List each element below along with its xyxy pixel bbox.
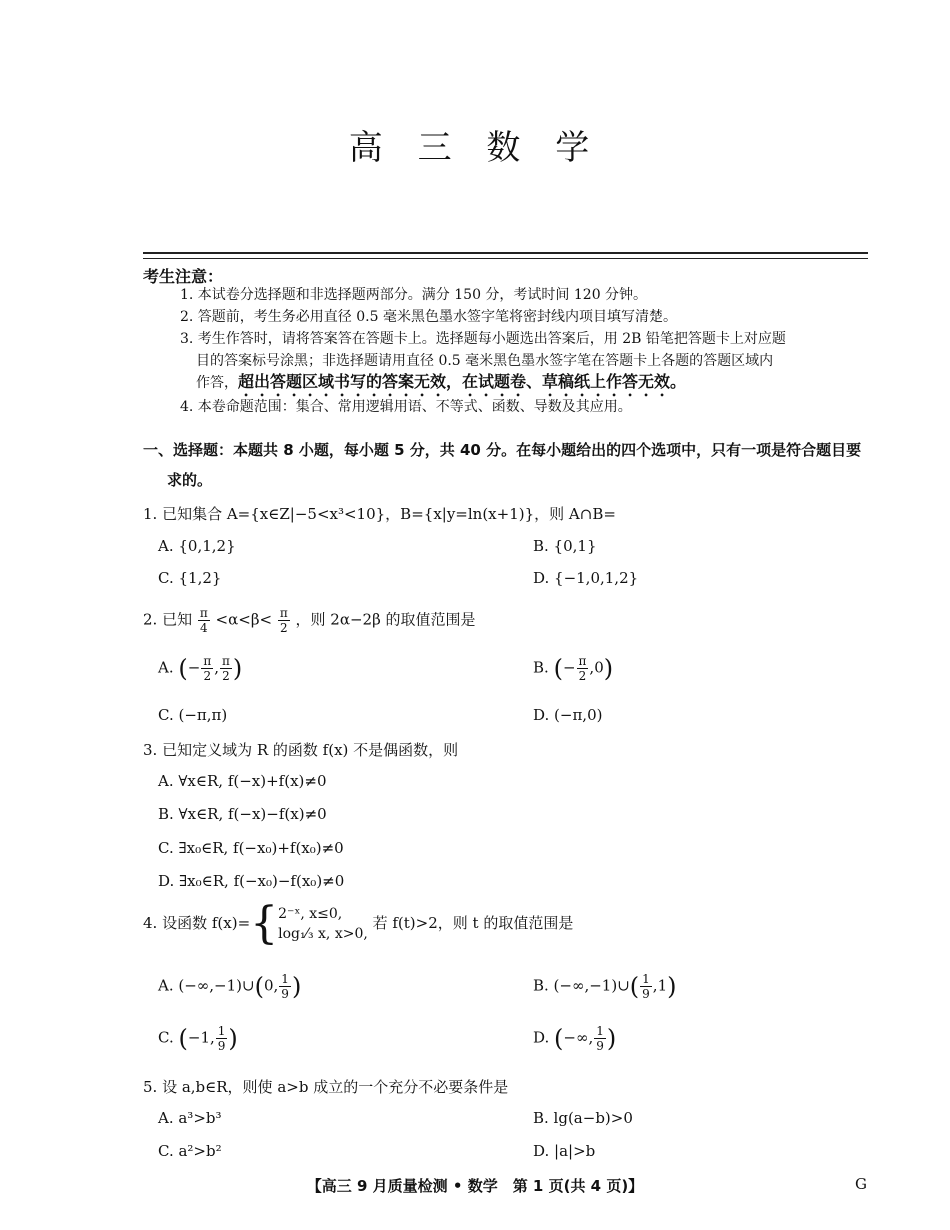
question-5-stem: 5. 设 a,b∈R，则使 a>b 成立的一个充分不必要条件是 bbox=[143, 1078, 509, 1096]
page-footer: 【高三 9 月质量检测 • 数学 第 1 页(共 4 页)】 bbox=[306, 1177, 644, 1195]
question-1-option-d: D. {−1,0,1,2} bbox=[533, 569, 639, 587]
question-4-stem bbox=[143, 898, 574, 949]
notice-item-3-plain: 作答， bbox=[196, 375, 238, 391]
question-2-inequality: <α<β< bbox=[215, 610, 273, 629]
question-4-option-a: A. (−∞,−1)∪(0, $\frac{1}{9}$ ) bbox=[158, 972, 302, 1001]
question-2-stem bbox=[143, 606, 476, 635]
question-2-option-d: D. (−π,0) bbox=[533, 706, 603, 724]
question-1-stem: 1. 已知集合 A={x∈Z|−5<x³<10}，B={x|y=ln(x+1)}，则 A∩B= bbox=[143, 505, 616, 523]
question-3-option-a: A. ∀x∈R, f(−x)+f(x)≠0 bbox=[158, 772, 327, 790]
notice-heading: 考生注意： bbox=[143, 267, 224, 286]
notice-item-4: 4. 本卷命题范围：集合、常用逻辑用语、不等式、函数、导数及其应用。 bbox=[180, 399, 632, 415]
question-2-option-b: B. (− $\frac{\pi}{2}$ ,0) bbox=[533, 654, 614, 683]
question-2-stem-post: ，则 2α−2β 的取值范围是 bbox=[295, 610, 476, 629]
question-1-option-a: A. {0,1,2} bbox=[158, 537, 236, 555]
question-3-option-c: C. ∃x₀∈R, f(−x₀)+f(x₀)≠0 bbox=[158, 839, 344, 857]
question-4-stem-pre: 4. 设函数 f(x)= bbox=[143, 914, 251, 932]
question-4-option-d: D. (−∞, $\frac{1}{9}$ ) bbox=[533, 1024, 617, 1053]
page-title: 高 三 数 学 bbox=[348, 128, 602, 168]
question-4-option-c: C. (−1, $\frac{1}{9}$ ) bbox=[158, 1024, 238, 1053]
notice-item-3-bold-warning: 超出答题区域书写的答案无效，在试题卷、草稿纸上作答无效。 bbox=[238, 372, 687, 391]
notice-item-3-line-1: 3. 考生作答时，请将答案答在答题卡上。选择题每小题选出答案后，用 2B 铅笔把答题卡上对应题 bbox=[180, 331, 786, 347]
question-3-option-d: D. ∃x₀∈R, f(−x₀)−f(x₀)≠0 bbox=[158, 872, 345, 890]
question-1-option-b: B. {0,1} bbox=[533, 537, 597, 555]
question-5-option-c: C. a²>b² bbox=[158, 1142, 222, 1160]
question-2-stem-pre: 2. 已知 bbox=[143, 610, 193, 629]
fraction-pi-over-4: $\frac{\pi}{4}$ bbox=[199, 606, 208, 635]
section-1-heading-cont: 求的。 bbox=[167, 471, 213, 489]
header-rule-thick bbox=[143, 252, 868, 254]
question-5-option-a: A. a³>b³ bbox=[158, 1109, 222, 1127]
piecewise-brace: { bbox=[250, 898, 279, 949]
fraction-pi-over-2: $\frac{\pi}{2}$ bbox=[279, 606, 288, 635]
question-2-option-a: A. (− $\frac{\pi}{2}$ , $\frac{\pi}{2}$ ) bbox=[158, 654, 243, 683]
header-rule-thin bbox=[143, 258, 868, 259]
question-1-option-c: C. {1,2} bbox=[158, 569, 222, 587]
question-5-option-d: D. |a|>b bbox=[533, 1142, 596, 1160]
notice-item-3-line-2: 目的答案标号涂黑；非选择题请用直径 0.5 毫米黑色墨水签字笔在答题卡上各题的答题区域内 bbox=[196, 353, 774, 369]
question-2-option-c: C. (−π,π) bbox=[158, 706, 228, 724]
section-1-heading: 一、选择题：本题共 8 小题，每小题 5 分，共 40 分。在每小题给出的四个选项中，只有一项是符合题目要 bbox=[143, 441, 862, 459]
question-4-stem-post: 若 f(t)>2，则 t 的取值范围是 bbox=[372, 914, 574, 932]
notice-item-1: 1. 本试卷分选择题和非选择题两部分。满分 150 分，考试时间 120 分钟。 bbox=[180, 287, 648, 303]
question-3-stem: 3. 已知定义域为 R 的函数 f(x) 不是偶函数，则 bbox=[143, 741, 459, 759]
paper-version-code: G bbox=[855, 1175, 867, 1193]
question-5-option-b: B. lg(a−b)>0 bbox=[533, 1109, 633, 1127]
question-4-option-b: B. (−∞,−1)∪( $\frac{1}{9}$ ,1) bbox=[533, 972, 677, 1001]
question-3-option-b: B. ∀x∈R, f(−x)−f(x)≠0 bbox=[158, 805, 327, 823]
piecewise-cases: 2⁻ˣ, x≤0, log₁⁄₃ x, x>0, bbox=[278, 906, 368, 942]
notice-item-2: 2. 答题前，考生务必用直径 0.5 毫米黑色墨水签字笔将密封线内项目填写清楚。 bbox=[180, 309, 677, 325]
